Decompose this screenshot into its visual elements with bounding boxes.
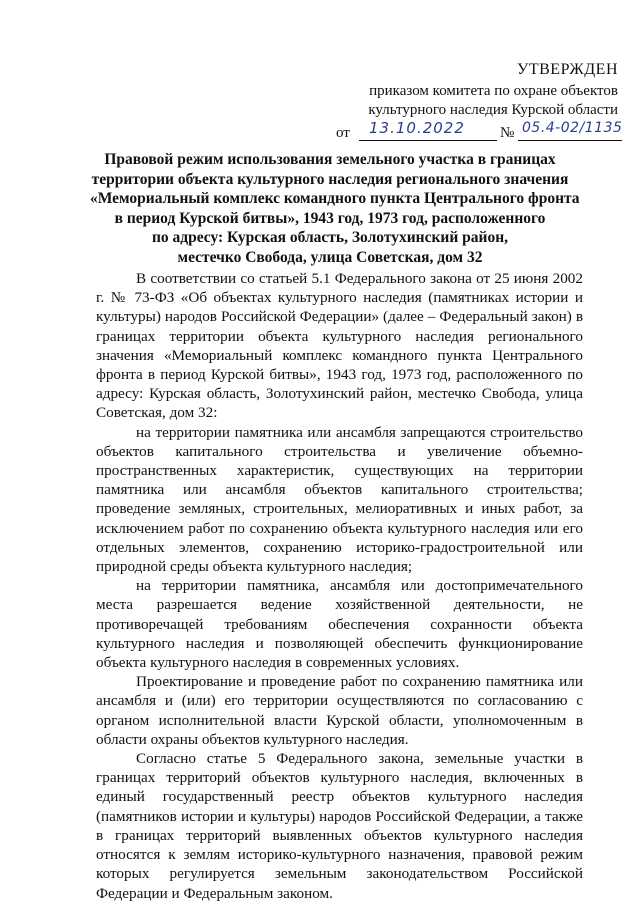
body-paragraph: Согласно статье 5 Федерального закона, земельные участки в границах территорий объектов культурного наследия, включенных в единый государственный реестр объектов культурного наследия (памятников истории и культуры) народов Российской Федерации, а также в границах территорий выявленных объектов культурного наследия относятся к землям историко-культурного назначения, правовой режим которых регулируется земельным законодательством Российской Федерации и Федеральным законом. [96, 750, 583, 902]
title-line: в период Курской битвы», 1943 год, 1973 год, расположенного [114, 209, 546, 227]
title-line: территории объекта культурного наследия регионального значения [91, 170, 569, 188]
document-title [90, 150, 580, 267]
body-paragraph: Проектирование и проведение работ по сохранению памятника или ансамбля и (или) его территории осуществляются по согласованию с органом исполнительной власти Курской области, уполномоченным в области охраны объектов культурного наследия. [96, 673, 583, 748]
number-underline [518, 120, 622, 141]
body-paragraph: на территории памятника, ансамбля или достопримечательного места разрешается ведение хозяйственной деятельности, не противоречащей требованиям обеспечения сохранности объекта культурного наследия и позволяющей обеспечить функционирование объекта культурного наследия в современных условиях. [96, 577, 583, 672]
title-line: Правовой режим использования земельного участка в границах [104, 151, 556, 168]
approval-heading: УТВЕРЖДЕН [517, 61, 618, 78]
approval-stamp-block [322, 60, 622, 146]
approval-date-number-row [322, 119, 623, 146]
handwritten-number: 05.4-02/1135 [522, 120, 623, 136]
from-label: от [336, 125, 350, 141]
approval-line-2: культурного наследия Курской области [368, 102, 618, 118]
handwritten-date: 13.10.2022 [369, 119, 465, 137]
date-underline [359, 120, 497, 141]
document-body [96, 269, 583, 903]
body-paragraph: В соответствии со статьей 5.1 Федерального закона от 25 июня 2002 г. № 73-ФЗ «Об объектах культурного наследия (памятниках истории и культуры) народов Российской Федерации» (далее – Федеральный закон) в границах территории объекта культурного наследия регионального значения «Мемориальный комплекс командного пункта Центрального фронта в период Курской битвы», 1943 год, 1973 год, расположенного по адресу: Курская область, Золотухинский район, местечко Свобода, улица Советская, дом 32: [96, 270, 583, 422]
title-line: по адресу: Курская область, Золотухинский район, [151, 229, 509, 246]
number-label: № [500, 125, 515, 141]
title-line: местечко Свобода, улица Советская, дом 32 [177, 248, 483, 266]
body-paragraph: на территории памятника или ансамбля запрещаются строительство объектов капитального строительства и увеличение объемно-пространственных характеристик, существующих на территории памятника или ансамбля объектов капитального строительства; проведение земляных, строительных, мелиоративных и иных работ, за исключением работ по сохранению объекта культурного наследия или его отдельных элементов, сохранению историко-градостроительной или природной среды объекта культурного наследия; [96, 423, 583, 576]
approval-line-1: приказом комитета по охране объектов [369, 83, 618, 99]
title-line: «Мемориальный комплекс командного пункта Центрального фронта [90, 190, 580, 207]
